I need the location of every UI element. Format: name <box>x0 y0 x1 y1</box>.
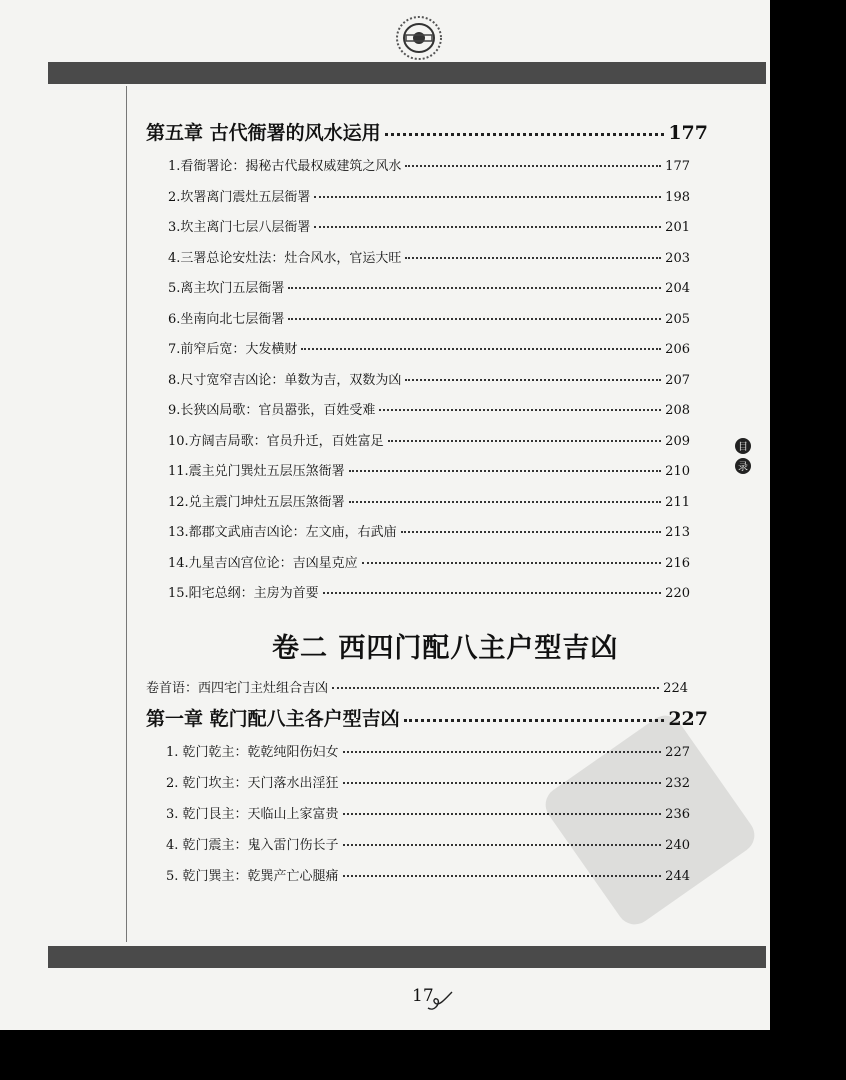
toc-item <box>168 430 690 449</box>
toc-item <box>168 491 690 510</box>
dot-leader <box>332 687 659 689</box>
dot-leader <box>288 318 661 320</box>
toc-item <box>166 803 690 822</box>
entry-label: 第一章 乾门配八主各户型吉凶 <box>146 708 400 730</box>
entry-page-number: 204 <box>665 281 690 296</box>
toc-item <box>168 186 690 205</box>
footer-band <box>48 946 766 968</box>
dot-leader <box>343 844 662 846</box>
volume-title: 卷二 西四门配八主户型吉凶 <box>272 633 619 664</box>
entry-page-number: 227 <box>668 708 708 730</box>
dot-leader <box>343 751 662 753</box>
entry-page-number: 236 <box>665 807 690 822</box>
entry-label: 2. 乾门坎主：天门落水出淫狂 <box>166 776 339 791</box>
toc-item <box>168 247 690 266</box>
dot-leader <box>314 226 661 228</box>
entry-page-number: 216 <box>665 556 690 571</box>
dot-leader <box>401 531 661 533</box>
toc-item <box>168 399 690 418</box>
dot-leader <box>343 813 662 815</box>
toc-item <box>168 369 690 388</box>
toc-preface <box>146 677 688 696</box>
toc-item <box>168 582 690 601</box>
entry-label: 9.长狭凶局歌：官员嚣张，百姓受难 <box>168 403 376 418</box>
entry-page-number: 177 <box>668 122 708 144</box>
emblem-icon <box>386 12 452 64</box>
entry-page-number: 205 <box>665 312 690 327</box>
entry-page-number: 198 <box>665 190 690 205</box>
dot-leader <box>385 133 665 136</box>
entry-page-number: 177 <box>665 159 690 174</box>
dot-leader <box>323 592 661 594</box>
toc-item <box>168 216 690 235</box>
toc-item <box>168 552 690 571</box>
tab-char-1: 目 <box>738 442 748 453</box>
header-band <box>48 62 766 84</box>
entry-label: 4.三署总论安灶法：灶合风水，官运大旺 <box>168 251 402 266</box>
entry-label: 2.坎署离门震灶五层衙署 <box>168 190 311 205</box>
margin-rule <box>126 86 127 942</box>
entry-label: 3.坎主离门七层八层衙署 <box>168 220 311 235</box>
chapter-heading <box>146 704 708 731</box>
entry-page-number: 207 <box>665 373 690 388</box>
dot-leader <box>379 409 661 411</box>
entry-label: 13.都郡文武庙吉凶论：左文庙，右武庙 <box>168 525 397 540</box>
dot-leader <box>349 470 661 472</box>
toc-item <box>166 741 690 760</box>
dot-leader <box>405 379 661 381</box>
toc-item <box>166 834 690 853</box>
entry-page-number: 203 <box>665 251 690 266</box>
entry-label: 14.九星吉凶宫位论：吉凶星克应 <box>168 556 358 571</box>
section-tab-icon <box>734 436 752 476</box>
toc-item <box>168 277 690 296</box>
entry-label: 卷首语：西四宅门主灶组合吉凶 <box>146 681 329 696</box>
entry-label: 3. 乾门艮主：天临山上家富贵 <box>166 807 339 822</box>
dot-leader <box>388 440 661 442</box>
dot-leader <box>301 348 661 350</box>
dot-leader <box>404 719 665 722</box>
entry-page-number: 227 <box>665 745 690 760</box>
entry-page-number: 244 <box>665 869 690 884</box>
entry-label: 5. 乾门巽主：乾巽产亡心腿痛 <box>166 869 339 884</box>
toc-item <box>168 338 690 357</box>
toc-item <box>166 772 690 791</box>
entry-label: 1.看衙署论：揭秘古代最权威建筑之风水 <box>168 159 402 174</box>
dot-leader <box>314 196 661 198</box>
entry-page-number: 240 <box>665 838 690 853</box>
dot-leader <box>288 287 661 289</box>
entry-label: 7.前窄后宽：大发横财 <box>168 342 298 357</box>
entry-page-number: 224 <box>663 681 688 696</box>
toc-item <box>168 521 690 540</box>
toc-item <box>168 155 690 174</box>
dot-leader <box>349 501 661 503</box>
toc-item <box>168 460 690 479</box>
entry-page-number: 206 <box>665 342 690 357</box>
toc-item <box>166 865 690 884</box>
entry-label: 1. 乾门乾主：乾乾纯阳伤妇女 <box>166 745 339 760</box>
entry-label: 8.尺寸宽窄吉凶论：单数为吉，双数为凶 <box>168 373 402 388</box>
toc-item <box>168 308 690 327</box>
entry-label: 6.坐南向北七层衙署 <box>168 312 285 327</box>
entry-label: 4. 乾门震主：鬼入雷门伤长子 <box>166 838 339 853</box>
entry-page-number: 213 <box>665 525 690 540</box>
entry-page-number: 201 <box>665 220 690 235</box>
entry-label: 5.离主坎门五层衙署 <box>168 281 285 296</box>
dot-leader <box>343 875 662 877</box>
entry-label: 第五章 古代衙署的风水运用 <box>146 122 381 144</box>
swirl-ornament-icon <box>426 990 454 1012</box>
entry-label: 15.阳宅总纲：主房为首要 <box>168 586 319 601</box>
entry-page-number: 220 <box>665 586 690 601</box>
entry-label: 11.震主兑门巽灶五层压煞衙署 <box>168 464 345 479</box>
entry-label: 10.方阔吉局歌：官员升迁，百姓富足 <box>168 434 384 449</box>
dot-leader <box>405 165 661 167</box>
entry-page-number: 210 <box>665 464 690 479</box>
entry-page-number: 232 <box>665 776 690 791</box>
dot-leader <box>343 782 662 784</box>
entry-page-number: 208 <box>665 403 690 418</box>
entry-label: 12.兑主震门坤灶五层压煞衙署 <box>168 495 345 510</box>
tab-char-2: 录 <box>738 462 748 473</box>
entry-page-number: 209 <box>665 434 690 449</box>
dot-leader <box>405 257 661 259</box>
chapter-heading <box>146 118 708 145</box>
page-number: 17 <box>412 986 434 1006</box>
entry-page-number: 211 <box>665 495 690 510</box>
dot-leader <box>362 562 661 564</box>
